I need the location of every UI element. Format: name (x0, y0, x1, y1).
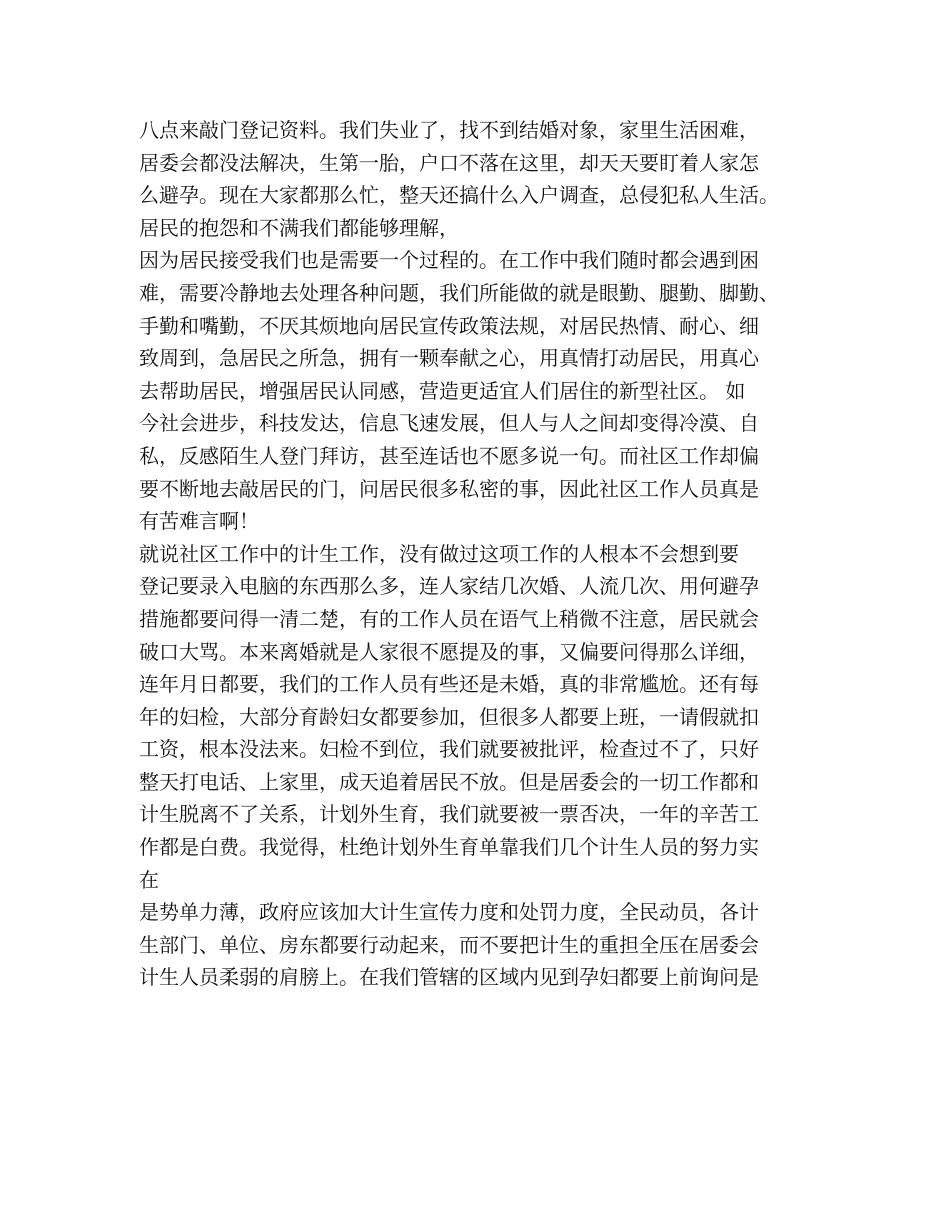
text-line: 去帮助居民，增强居民认同感，营造更适宜人们居住的新型社区。 如 (139, 378, 746, 403)
text-line: 要不断地去敲居民的门，问居民很多私密的事，因此社区工作人员真是 (139, 476, 759, 501)
text-line: 私，反感陌生人登门拜访，甚至连话也不愿多说一句。而社区工作却偏 (139, 443, 759, 468)
text-line: 因为居民接受我们也是需要一个过程的。在工作中我们随时都会遇到困 (139, 248, 759, 273)
text-line: 有苦难言啊！ (139, 509, 259, 534)
text-line: 就说社区工作中的计生工作，没有做过这项工作的人根本不会想到要 (139, 541, 739, 566)
text-line: 登记要录入电脑的东西那么多，连人家结几次婚、人流几次、用何避孕 (139, 574, 759, 599)
text-line: 八点来敲门登记资料。我们失业了，找不到结婚对象，家里生活困难， (139, 118, 759, 142)
text-line: 计生人员柔弱的肩膀上。在我们管辖的区域内见到孕妇都要上前询问是 (139, 965, 759, 990)
text-line: 是势单力薄，政府应该加大计生宣传力度和处罚力度，全民动员，各计 (139, 900, 759, 925)
text-line: 在 (139, 867, 159, 892)
text-line: 居委会都没法解决，生第一胎，户口不落在这里，却天天要盯着人家怎 (139, 150, 759, 175)
text-line: 工资，根本没法来。妇检不到位，我们就要被批评，检查过不了，只好 (139, 737, 759, 762)
text-line: 破口大骂。本来离婚就是人家很不愿提及的事，又偏要问得那么详细， (139, 639, 759, 664)
text-line: 手勤和嘴勤，不厌其烦地向居民宣传政策法规，对居民热情、耐心、细 (139, 313, 759, 338)
body-text (139, 114, 829, 994)
text-line: 今社会进步，科技发达，信息飞速发展，但人与人之间却变得冷漠、自 (139, 411, 759, 436)
text-line: 措施都要问得一清二楚，有的工作人员在语气上稍微不注意，居民就会 (139, 606, 759, 631)
text-line: 作都是白费。我觉得，杜绝计划外生育单靠我们几个计生人员的努力实 (139, 835, 759, 860)
text-line: 整天打电话、上家里，成天追着居民不放。但是居委会的一切工作都和 (139, 769, 759, 794)
text-line: 连年月日都要，我们的工作人员有些还是未婚，真的非常尴尬。还有每 (139, 672, 759, 697)
text-line: 么避孕。现在大家都那么忙，整天还搞什么入户调查，总侵犯私人生活。 (139, 183, 779, 208)
text-line: 致周到，急居民之所急，拥有一颗奉献之心，用真情打动居民，用真心 (139, 346, 759, 371)
text-line: 计生脱离不了关系，计划外生育，我们就要被一票否决，一年的辛苦工 (139, 802, 759, 827)
text-line: 年的妇检，大部分育龄妇女都要参加，但很多人都要上班，一请假就扣 (139, 704, 759, 729)
text-line: 居民的抱怨和不满我们都能够理解， (139, 215, 459, 240)
text-line: 生部门、单位、房东都要行动起来，而不要把计生的重担全压在居委会 (139, 932, 759, 957)
text-line: 难，需要冷静地去处理各种问题，我们所能做的就是眼勤、腿勤、脚勤、 (139, 280, 779, 305)
